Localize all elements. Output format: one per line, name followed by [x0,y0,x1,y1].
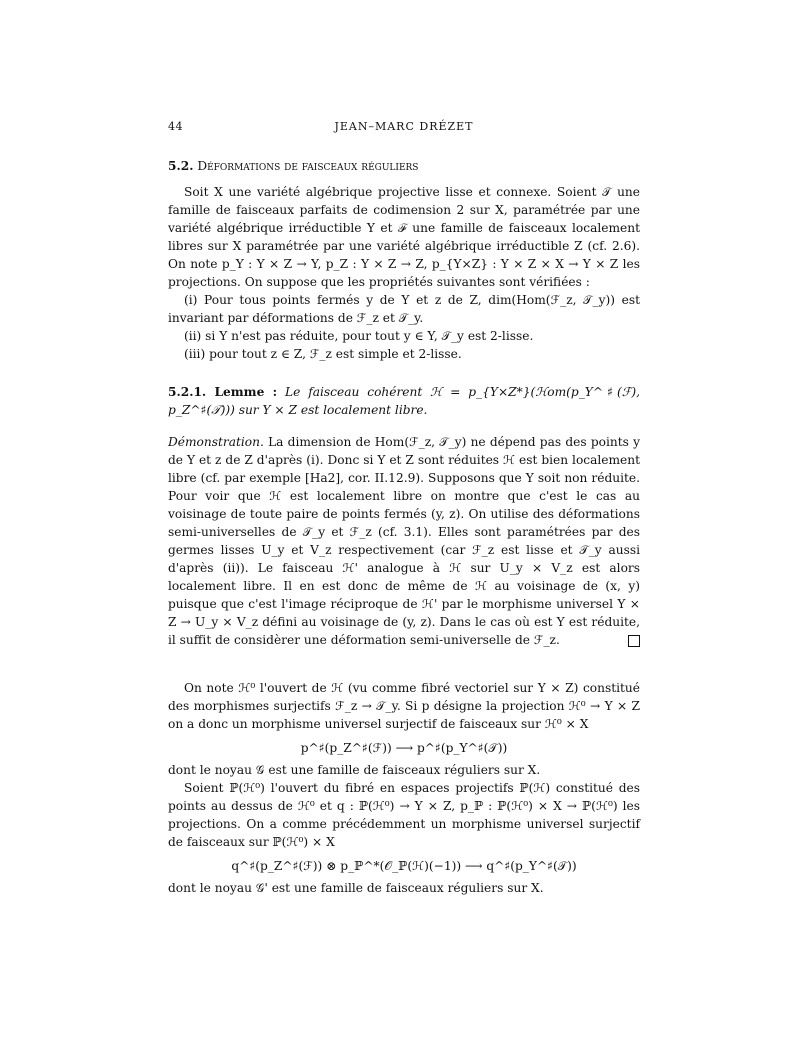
lemma-text: Le faisceau cohérent ℋ = p_{Y×Z*}(ℋom(p_Y^♯(ℱ), p_Z^♯(𝒯))) sur Y × Z est localement libre. [168,385,641,417]
paragraph-noyau-g-prime: dont le noyau 𝒢' est une famille de faisceaux réguliers sur X. [168,881,544,895]
running-header [168,118,640,138]
section-heading [168,157,640,175]
section-number: 5.2. [168,159,194,173]
proof-label: Démonstration. [168,435,264,449]
section-title: Déformations de faisceaux réguliers [197,159,419,173]
condition-ii: (ii) si Y n'est pas réduite, pour tout y ∈ Y, 𝒯_y est 2-lisse. [184,329,534,343]
condition-iii: (iii) pour tout z ∈ Z, ℱ_z est simple et 2-lisse. [184,347,462,361]
condition-i: (i) Pour tous points fermés y de Y et z de Z, dim(Hom(ℱ_z, 𝒯_y)) est invariant par déformations de ℱ_z et 𝒯_y. [168,293,640,325]
lemma [168,383,640,419]
qed-square-icon [628,635,640,647]
equation-1: p^♯(p_Z^♯(ℱ)) ⟶ p^♯(p_Y^♯(𝒯)) [300,741,508,755]
paragraph-noyau-g: dont le noyau 𝒢 est une famille de faisceaux réguliers sur X. [168,763,541,777]
lemma-label: 5.2.1. Lemme : [168,385,278,399]
proof-text: La dimension de Hom(ℱ_z, 𝒯_y) ne dépend pas des points y de Y et z de Z d'après (i). Donc si Y et Z sont réduites ℋ est bien localement libre (cf. par exemple [Ha2], cor. II.12.9). Supposons que Y soit non réduite. Pour voir que ℋ est localement libre on montre que c'est le cas au voisinage de toute paire de points fermés (y, z). On utilise des déformations semi-universelles de 𝒯_y et ℱ_z (cf. 3.1). Elles sont paramétrées par des germes lisses U_y et V_z respectivement (car ℱ_z est lisse et 𝒯_y aussi d'après (ii)). Le faisceau ℋ' analogue à ℋ sur U_y × V_z est alors localement libre. Il en est donc de même de ℋ au voisinage de (x, y) puisque que c'est l'image réciproque de ℋ' par le morphisme universel Y × Z → U_y × V_z défini au voisinage de (y, z). Dans le cas où est Y est réduite, il suffit de considèrer une déformation semi-universelle de ℱ_z. [168,435,640,647]
equation-2: q^♯(p_Z^♯(ℱ)) ⊗ p_ℙ^*(𝒪_ℙ(ℋ)(−1)) ⟶ q^♯(p_Y^♯(𝒯)) [231,859,577,873]
page [168,118,640,897]
paragraph-ph0: Soient ℙ(ℋ⁰) l'ouvert du fibré en espaces projectifs ℙ(ℋ) constitué des points au dessus de ℋ⁰ et q : ℙ(ℋ⁰) → Y × Z, p_ℙ : ℙ(ℋ⁰) × X → ℙ(ℋ⁰) les projections. On a comme précédemment un morphisme universel surjectif de faisceaux sur ℙ(ℋ⁰) × X [168,781,640,849]
proof [168,433,640,649]
paragraph-h0: On note ℋ⁰ l'ouvert de ℋ (vu comme fibré vectoriel sur Y × Z) constitué des morphismes surjectifs ℱ_z → 𝒯_y. Si p désigne la projection ℋ⁰ → Y × Z on a donc un morphisme universel surjectif de faisceaux sur ℋ⁰ × X [168,681,640,731]
author-header: JEAN–MARC DRÉZET [334,120,474,133]
spacer [168,649,640,679]
page-number: 44 [168,120,183,133]
intro-paragraph: Soit X une variété algébrique projective lisse et connexe. Soient 𝒯 une famille de faisceaux parfaits de codimension 2 sur X, paramétrée par une variété algébrique irréductible Y et ℱ une famille de faisceaux localement libres sur X paramétrée par une variété algébrique irréductible Z (cf. 2.6). On note p_Y : Y × Z → Y, p_Z : Y × Z → Z, p_{Y×Z} : Y × Z × X → Y × Z les projections. On suppose que les propriétés suivantes sont vérifiées : [168,185,640,289]
